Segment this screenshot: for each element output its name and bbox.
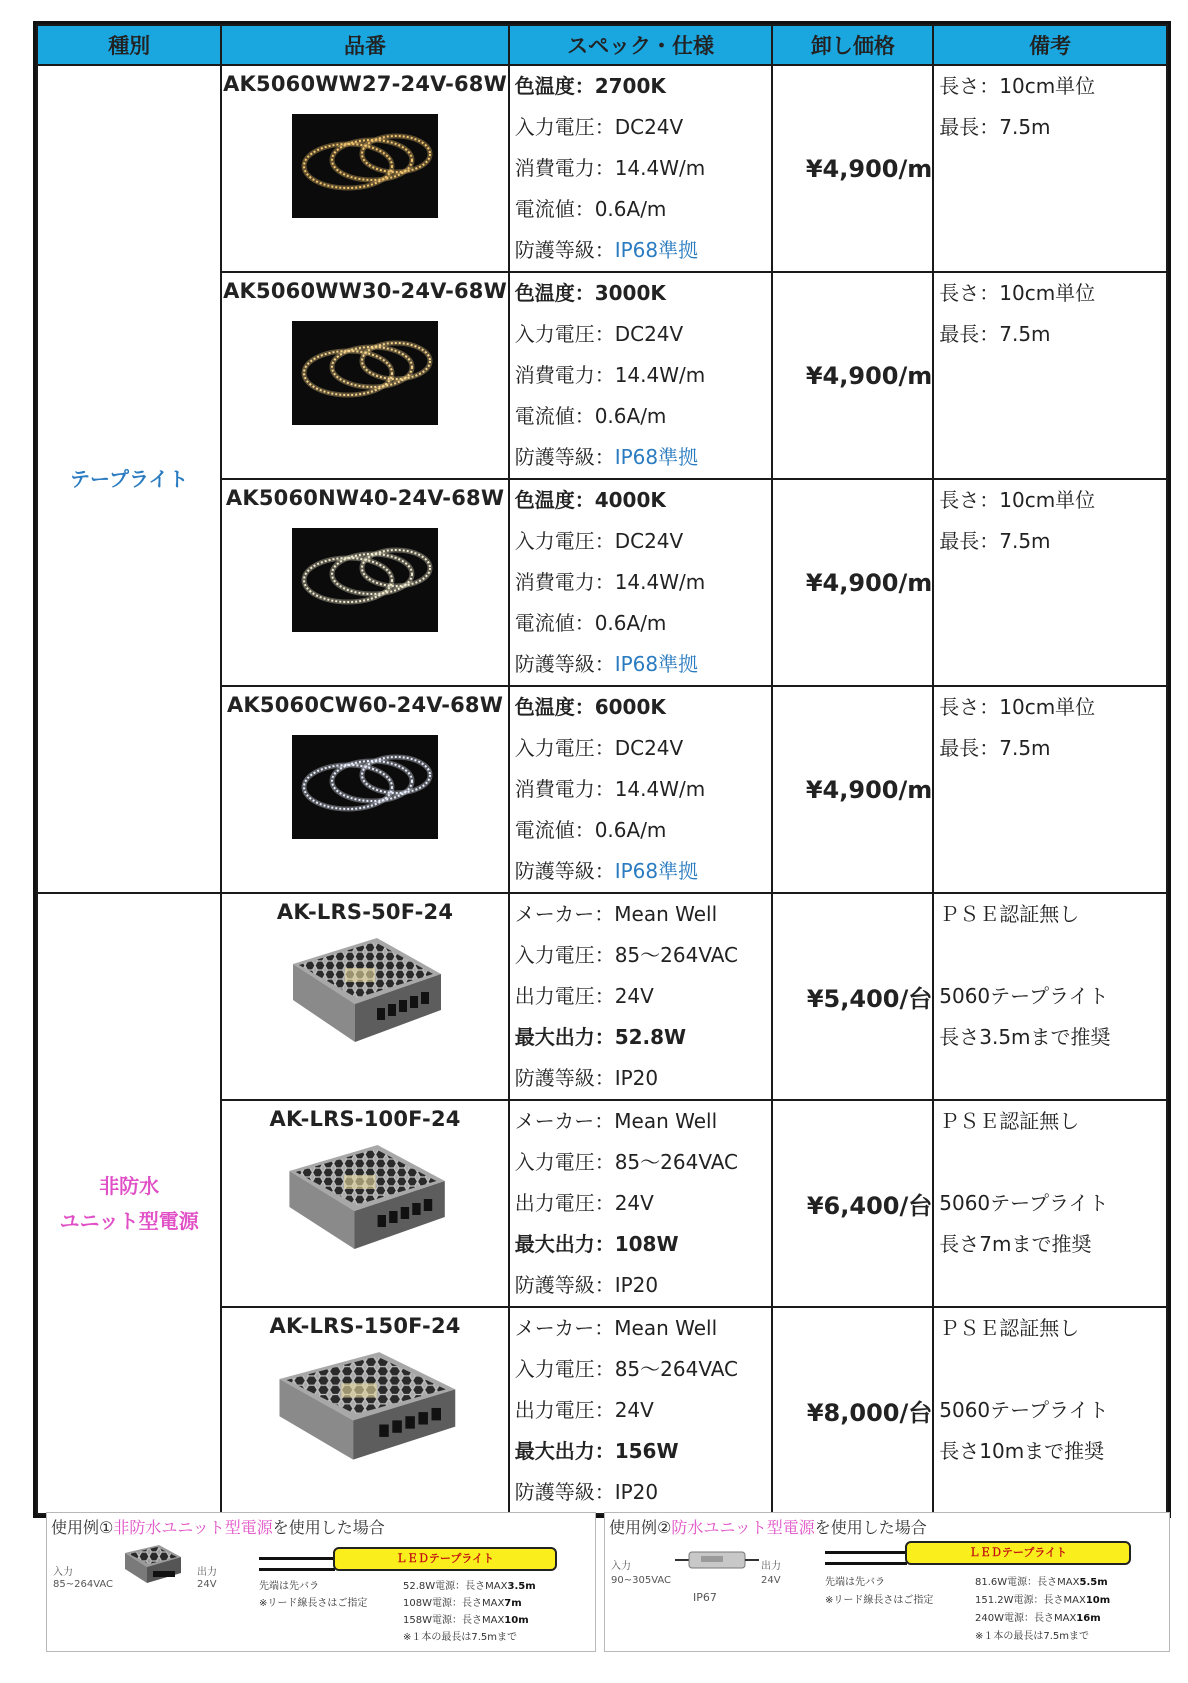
lead-note-2: ※リード線長さはご指定 [259, 1598, 368, 1609]
model-cell [221, 272, 508, 479]
protection-label: 防護等級： [514, 652, 615, 676]
footnote: ※１本の最長は7.5mまで [975, 1631, 1090, 1642]
note-pse: ＰＳＥ認証無し [939, 1109, 1080, 1133]
protection-label: 防護等級： [514, 238, 615, 262]
category-label-line1: 非防水 [99, 1173, 160, 1198]
output-label: 出力 [197, 1567, 217, 1578]
capacity-max: 7m [504, 1598, 522, 1609]
lead-wires [825, 1551, 907, 1565]
note-line: 長さ：10cm単位 [939, 281, 1096, 305]
note-line: 最長：7.5m [939, 529, 1051, 553]
spec-line: メーカー：Mean Well [514, 1109, 718, 1133]
capacity-text: 81.6W電源：長さMAX [975, 1577, 1080, 1588]
spec-line: 電流値：0.6A/m [514, 611, 667, 635]
capacity-max: 10m [504, 1615, 529, 1626]
spec-line: 色温度：4000K [514, 488, 666, 512]
model-number: AK-LRS-150F-24 [269, 1314, 461, 1338]
led-tape-photo [292, 321, 438, 425]
led-tape-photo [292, 114, 438, 218]
spec-line: 防護等級：IP20 [514, 1066, 659, 1090]
note-line: 長さ：10cm単位 [939, 695, 1096, 719]
price-table [36, 24, 1168, 1515]
spec-line: 最大出力：156W [514, 1439, 679, 1463]
model-number: AK5060NW40-24V-68W [225, 486, 505, 510]
spec-line: 入力電圧：85～264VAC [514, 943, 739, 967]
note-spacer [934, 935, 1166, 976]
notes-cell [933, 686, 1167, 893]
capacity-line-1 [403, 1577, 536, 1592]
spec-cell [509, 1307, 773, 1514]
header-category: 種別 [37, 25, 221, 65]
notes-cell [933, 1307, 1167, 1514]
model-number: AK-LRS-50F-24 [276, 900, 454, 924]
spec-line: 防護等級：IP20 [514, 1273, 659, 1297]
power-supply-row [37, 893, 1167, 1100]
note-line: 5060テープライト [939, 1191, 1109, 1215]
header-model: 品番 [221, 25, 508, 65]
ip-rating: IP67 [693, 1591, 717, 1604]
example-title-highlight: 非防水ユニット型電源 [113, 1518, 273, 1537]
note-line: 5060テープライト [939, 984, 1109, 1008]
led-tape-photo [292, 735, 438, 839]
example-title-suffix: を使用した場合 [272, 1518, 385, 1537]
spec-line: 色温度：2700K [514, 74, 666, 98]
category-label: テープライト [69, 466, 189, 491]
category-tape-light [37, 65, 221, 893]
note-line: 最長：7.5m [939, 736, 1051, 760]
spec-line: 消費電力：14.4W/m [514, 156, 706, 180]
spec-protection [510, 851, 772, 892]
spec-line: 消費電力：14.4W/m [514, 570, 706, 594]
spec-line: メーカー：Mean Well [514, 1316, 718, 1340]
protection-value: IP68準拠 [614, 445, 699, 469]
model-cell [221, 686, 508, 893]
input-label: 入力 [53, 1567, 73, 1578]
model-cell [221, 893, 508, 1100]
power-supply-photo [270, 1348, 460, 1470]
note-spacer [934, 1349, 1166, 1390]
spec-line: 消費電力：14.4W/m [514, 363, 706, 387]
header-row [37, 25, 1167, 65]
model-cell [221, 1100, 508, 1307]
power-supply-photo [285, 934, 445, 1052]
note-line: 長さ：10cm単位 [939, 74, 1096, 98]
capacity-line-3 [975, 1609, 1101, 1624]
spec-line: 入力電圧：85～264VAC [514, 1357, 739, 1381]
capacity-text: 158W電源：長さMAX [403, 1615, 505, 1626]
spec-line: 最大出力：52.8W [514, 1025, 687, 1049]
spec-line: 入力電圧：DC24V [514, 736, 684, 760]
note-line: 長さ10mまで推奨 [939, 1439, 1105, 1463]
example-title-prefix: 使用例② [609, 1518, 672, 1537]
model-number: AK5060CW60-24V-68W [226, 693, 504, 717]
spec-cell [509, 1100, 773, 1307]
spec-line: 電流値：0.6A/m [514, 197, 667, 221]
spec-line: 出力電圧：24V [514, 1191, 654, 1215]
tape-light-row [37, 65, 1167, 272]
protection-value: IP68準拠 [614, 859, 699, 883]
spec-line: 入力電圧：DC24V [514, 115, 684, 139]
spec-line: 入力電圧：DC24V [514, 322, 684, 346]
usage-example-2 [604, 1512, 1170, 1652]
wholesale-price: ¥8,000/台 [772, 1307, 933, 1514]
capacity-max: 16m [1076, 1613, 1101, 1624]
notes-cell [933, 1100, 1167, 1307]
spec-cell [509, 65, 773, 272]
spec-cell [509, 686, 773, 893]
footnote: ※１本の最長は7.5mまで [403, 1632, 518, 1643]
capacity-text: 151.2W電源：長さMAX [975, 1595, 1086, 1606]
capacity-line-1 [975, 1573, 1108, 1588]
notes-cell [933, 272, 1167, 479]
spec-line: 入力電圧：DC24V [514, 529, 684, 553]
header-notes: 備考 [933, 25, 1167, 65]
wholesale-price: ¥6,400/台 [772, 1100, 933, 1307]
capacity-max: 3.5m [507, 1581, 536, 1592]
protection-label: 防護等級： [514, 859, 615, 883]
note-line: 長さ3.5mまで推奨 [939, 1025, 1111, 1049]
spec-line: 出力電圧：24V [514, 1398, 654, 1422]
lead-note-2: ※リード線長さはご指定 [825, 1595, 934, 1606]
note-spacer [934, 1142, 1166, 1183]
capacity-line-3 [403, 1611, 529, 1626]
wholesale-price: ¥4,900/m [772, 479, 933, 686]
capacity-text: 52.8W電源：長さMAX [403, 1581, 508, 1592]
example-title-suffix: を使用した場合 [814, 1518, 927, 1537]
note-line: 最長：7.5m [939, 322, 1051, 346]
usage-example-title [51, 1515, 385, 1538]
spec-line: 色温度：3000K [514, 281, 666, 305]
spec-line: 出力電圧：24V [514, 984, 654, 1008]
spec-protection [510, 230, 772, 271]
spec-cell [509, 893, 773, 1100]
note-pse: ＰＳＥ認証無し [939, 1316, 1080, 1340]
lead-note-1: 先端は先バラ [825, 1577, 885, 1588]
model-cell [221, 479, 508, 686]
notes-cell [933, 479, 1167, 686]
note-line: 長さ：10cm単位 [939, 488, 1096, 512]
note-line: 5060テープライト [939, 1398, 1109, 1422]
header-price: 卸し価格 [772, 25, 933, 65]
spec-cell [509, 479, 773, 686]
category-label-line2: ユニット型電源 [59, 1208, 199, 1233]
example-title-highlight: 防水ユニット型電源 [671, 1518, 815, 1537]
spec-cell [509, 272, 773, 479]
capacity-text: 108W電源：長さMAX [403, 1598, 505, 1609]
wholesale-price: ¥4,900/m [772, 686, 933, 893]
spec-line: 最大出力：108W [514, 1232, 679, 1256]
power-supply-photo [281, 1141, 449, 1259]
category-power-supply [37, 893, 221, 1514]
note-pse: ＰＳＥ認証無し [939, 902, 1080, 926]
spec-line: 防護等級：IP20 [514, 1480, 659, 1504]
model-cell [221, 1307, 508, 1514]
model-number: AK5060WW30-24V-68W [223, 279, 507, 303]
led-tape-bar: ＬＥＤテープライト [905, 1541, 1131, 1565]
protection-value: IP68準拠 [614, 238, 699, 262]
header-spec: スペック・仕様 [509, 25, 773, 65]
spec-line: 電流値：0.6A/m [514, 818, 667, 842]
capacity-max: 5.5m [1079, 1577, 1108, 1588]
wholesale-price: ¥5,400/台 [772, 893, 933, 1100]
spec-line: 入力電圧：85～264VAC [514, 1150, 739, 1174]
model-number: AK5060WW27-24V-68W [223, 72, 507, 96]
led-tape-photo [292, 528, 438, 632]
led-tape-bar: ＬＥＤテープライト [333, 1547, 557, 1571]
protection-value: IP68準拠 [614, 652, 699, 676]
lead-wires [259, 1557, 335, 1571]
notes-cell [933, 65, 1167, 272]
capacity-line-2 [403, 1594, 522, 1609]
wholesale-price: ¥4,900/m [772, 272, 933, 479]
output-value: 24V [761, 1575, 781, 1586]
usage-example-title [609, 1515, 927, 1538]
spec-line: 消費電力：14.4W/m [514, 777, 706, 801]
input-value: 90~305VAC [611, 1575, 672, 1586]
usage-example-1 [46, 1512, 596, 1652]
power-supply-image [119, 1543, 183, 1585]
capacity-max: 10m [1085, 1595, 1111, 1606]
wholesale-price: ¥4,900/m [772, 65, 933, 272]
protection-label: 防護等級： [514, 445, 615, 469]
lead-note-1: 先端は先バラ [259, 1581, 319, 1592]
notes-cell [933, 893, 1167, 1100]
note-line: 最長：7.5m [939, 115, 1051, 139]
input-label: 入力 [611, 1561, 631, 1572]
waterproof-power-supply-image [675, 1547, 759, 1573]
spec-line: メーカー：Mean Well [514, 902, 718, 926]
output-label: 出力 [761, 1561, 781, 1572]
capacity-text: 240W電源：長さMAX [975, 1613, 1077, 1624]
model-cell [221, 65, 508, 272]
spec-line: 電流値：0.6A/m [514, 404, 667, 428]
note-line: 長さ7mまで推奨 [939, 1232, 1092, 1256]
example-title-prefix: 使用例① [51, 1518, 114, 1537]
output-value: 24V [197, 1579, 217, 1590]
model-number: AK-LRS-100F-24 [269, 1107, 461, 1131]
capacity-line-2 [975, 1591, 1110, 1606]
spec-line: 色温度：6000K [514, 695, 666, 719]
input-value: 85~264VAC [53, 1579, 114, 1590]
spec-protection [510, 644, 772, 685]
spec-protection [510, 437, 772, 478]
